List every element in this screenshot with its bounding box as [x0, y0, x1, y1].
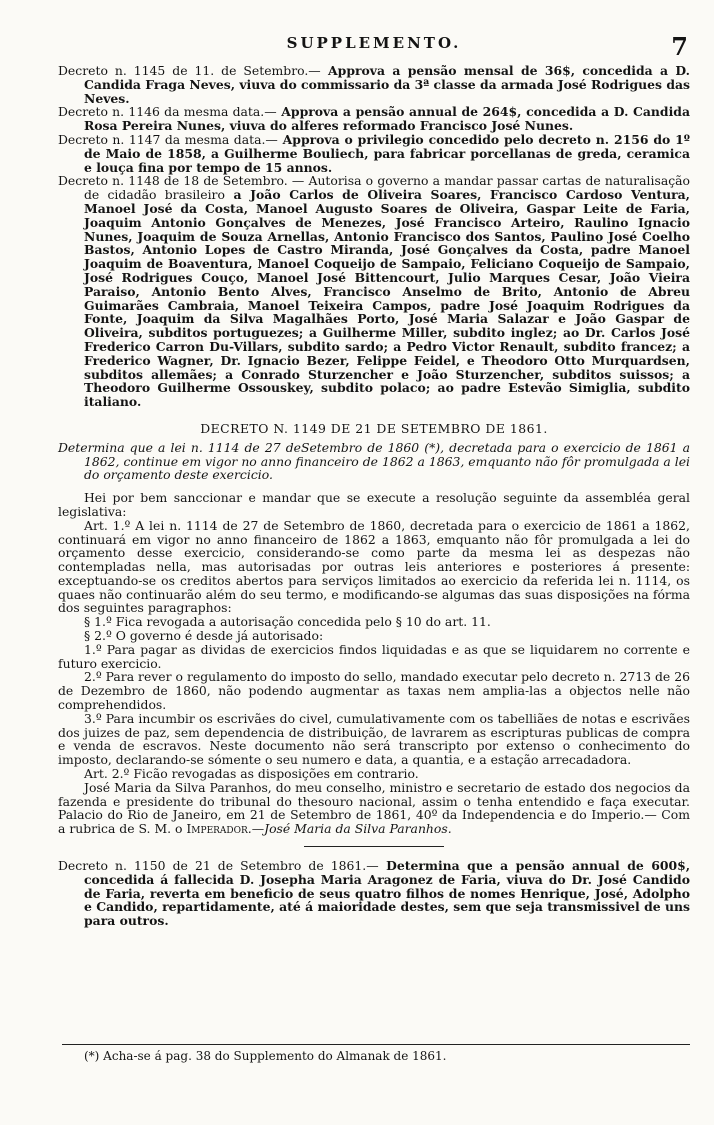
decree-entry-1145: [58, 64, 690, 105]
decree-1149-title: DECRETO N. 1149 DE 21 DE SETEMBRO DE 1861.: [200, 420, 548, 436]
page-title: SUPPLEMENTO.: [286, 34, 462, 52]
section-divider: [304, 846, 444, 847]
page-content: [58, 64, 690, 928]
entry-lead: Decreto n. 1147 da mesma data.—: [58, 131, 278, 147]
entry-lead: Decreto n. 1150 de 21 de Setembro de 1861.—: [58, 858, 379, 874]
paragraph-2: § 2.º O governo é desde já autorisado:: [84, 628, 324, 644]
decree-entry-1147: [58, 133, 690, 174]
signature-text: José Maria da Silva Paranhos, do meu conselho, ministro e secretario de estado dos negocios da fazenda e presidente do tribunal do thesouro nacional, assim o tenha entendido e faça executar. Palacio do Rio de Janeiro, em 21 de Setembro de 1861, 40º da Independencia e do Imperio.— Com a rubrica de S. M. o: [58, 779, 690, 837]
entry-summary: a João Carlos de Oliveira Soares, Francisco Cardoso Ventura, Manoel José da Costa, Manoel Augusto Soares de Oliveira, Gaspar Leite de Faria, Joaquim Antonio Gonçalves de Menezes, José Francisco Arteiro, Raulino Ignacio Nunes, Joaquim de Souza Arnellas, Antonio Francisco dos Santos, Paulino José Coelho Bastos, Antonio Lopes de Castro Miranda, José Gonçalves da Costa, padre Manoel Joaquim de Boaventura, Manoel Coqueijo de Sampaio, Feliciano Coqueijo de Sampaio, José Rodrigues Couço, Manoel José Bittencourt, Julio Marques Cesar, João Vieira Paraiso, Antonio Bento Alves, Francisco Anselmo de Brito, Antonio de Abreu Guimarães Cambraia, Manoel Teixeira Campos, padre José Joaquim Rodrigues da Fonte, Joaquim da Silva Magalhães Porto, José Maria Salazar e João Gaspar de Oliveira, subditos portuguezes; a Guilherme Miller, subdito inglez; ao Dr. Carlos José Frederico Carron Du-Villars, subdito sardo; a Pedro Victor Renault, subdito francez; a Frederico Wagner, Dr. Ignacio Bezer, Felippe Feidel, e Theodoro Otto Murquardsen, subditos allemães; a Conrado Sturzencher e João Sturzencher, subditos suissos; a Theodoro Guilherme Ossouskey, subdito polaco; ao padre Estevão Simiglia, subdito italiano.: [84, 187, 690, 410]
footnote: (*) Acha-se á pag. 38 do Supplemento do Almanak de 1861.: [84, 1049, 447, 1063]
footnote-divider: [62, 1044, 690, 1045]
entry-lead: Decreto n. 1146 da mesma data.—: [58, 104, 277, 120]
item-1: 1.º Para pagar as dividas de exercicios findos liquidadas e as que se liquidarem no corrente e futuro exercicio.: [58, 641, 690, 671]
signature-emperor: Imperador: [186, 821, 248, 837]
page-header: [54, 34, 694, 62]
decree-signature: [58, 781, 690, 836]
item-3: 3.º Para incumbir os escrivães do civel, cumulativamente com os tabelliães de notas e escrivães dos juizes de paz, sem dependencia de distribuição, de lavrarem as escripturas publicas de compra e venda de escravos. Neste documento não será transcripto por extenso o conhecimento do imposto, declarando-se sómente o seu numero e data, a quantia, e a estação arrecadadora.: [58, 710, 690, 768]
paragraph-1: § 1.º Fica revogada a autorisação concedida pelo § 10 do art. 11.: [84, 614, 491, 630]
entry-lead: Decreto n. 1145 de 11. de Setembro.—: [58, 63, 321, 78]
decree-1149-summary: Determina que a lei n. 1114 de 27 deSetembro de 1860 (*), decretada para o exercicio de 1861 a 1862, continue em vigor no anno financeiro de 1862 a 1863, emquanto não fôr promulgada a lei do orçamento deste exercicio.: [58, 439, 690, 483]
article-1: Art. 1.º A lei n. 1114 de 27 de Setembro de 1860, decretada para o exercicio de 1861 a 1862, continuará em vigor no anno financeiro de 1862 a 1863, emquanto não fôr promulgada a lei do orçamento desse exercicio, considerando-se como parte da mesma lei as despezas não contempladas nella, mas autorisadas por outras leis anteriores e posteriores á presente: exceptuando-se os creditos abertos para serviços limitados ao exercicio da referida lei n. 1114, os quaes não continuarão além do seu termo, e modificando-se algumas das suas disposições na fórma dos seguintes paragraphos:: [58, 517, 690, 616]
entry-summary: Approva o privilegio concedido pelo decreto n. 2156 do 1º de Maio de 1858, a Guilherme Bouliech, para fabricar porcellanas de greda, ceramica e louça fina por tempo de 15 annos.: [84, 131, 690, 175]
item-2: 2.º Para rever o regulamento do imposto do sello, mandado executar pelo decreto n. 2713 de 26 de Dezembro de 1860, não podendo augmentar as taxas nem amplia-las a objectos nelle não comprehendidos.: [58, 669, 690, 713]
page-number: 7: [671, 32, 688, 61]
entry-lead: Decreto n. 1148 de 18 de Setembro. — Autorisa o governo a mandar passar cartas de naturalisação de cidadão brasileiro: [58, 173, 690, 203]
article-2: Art. 2.º Ficão revogadas as disposições em contrario.: [84, 766, 419, 782]
signature-minister: .—José Maria da Silva Paranhos.: [247, 821, 452, 837]
decree-entry-1148: [58, 174, 690, 409]
entry-summary: Determina que a pensão annual de 600$, concedida á fallecida D. Josepha Maria Aragonez de Faria, viuva do Dr. José Candido de Faria, reverta em beneficio de seus quatro filhos de nomes Henrique, José, Adolpho e Candido, repartidamente, até á maioridade destes, sem que seja transmissivel de uns para outros.: [84, 858, 691, 929]
decree-entry-1146: [58, 105, 690, 133]
entry-summary: Approva a pensão annual de 264$, concedida a D. Candida Rosa Pereira Nunes, viuva do alferes reformado Francisco José Nunes.: [84, 104, 690, 134]
entry-summary: Approva a pensão mensal de 36$, concedida a D. Candida Fraga Neves, viuva do commissario da 3ª classe da armada José Rodrigues das Neves.: [84, 63, 690, 106]
decree-entry-1150: [58, 859, 690, 928]
decree-1149-intro: Hei por bem sanccionar e mandar que se execute a resolução seguinte da assembléa geral legislativa:: [58, 490, 690, 519]
